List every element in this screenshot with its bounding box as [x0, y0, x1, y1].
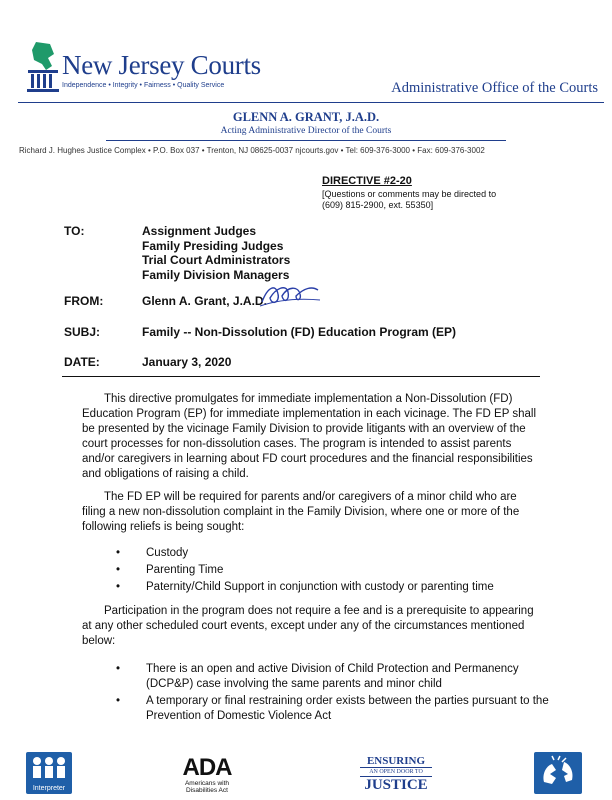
list-item: • Paternity/Child Support in conjunction with custody or parenting time — [116, 580, 556, 595]
ada-label: ADA — [182, 754, 232, 781]
exceptions-list — [116, 662, 556, 726]
paragraph-1: This directive promulgates for immediate implementation a Non-Dissolution (FD) Education Program (EP) for immediate implementation in each vicinage. The FD EP shall be presented by the vicinage Family Division to provide litigants with an overview of the court processes for non-dissolution cases. The program is intended to assist parents and/or caregivers in learning about FD court procedures and the financial responsibilities and obligations of raising a child. — [82, 393, 537, 480]
from-value: Glenn A. Grant, J.A.D. — [142, 294, 267, 308]
from-label: FROM: — [64, 294, 104, 308]
memo-rule — [62, 376, 540, 377]
ada-sub: Americans with Disabilities Act — [184, 780, 230, 794]
date-label: DATE: — [64, 355, 100, 369]
office-name: Administrative Office of the Courts — [391, 80, 598, 96]
to-label: TO: — [64, 224, 85, 238]
tagline: Independence • Integrity • Fairness • Quality Service — [62, 82, 225, 89]
paragraph-3: Participation in the program does not require a fee and is a prerequisite to appearing at any other scheduled court events, except under any of the circumstances mentioned below: — [82, 605, 534, 647]
subj-value: Family -- Non-Dissolution (FD) Education Program (EP) — [142, 325, 457, 339]
interpreter-icon — [26, 752, 72, 784]
recipient: Family Presiding Judges — [142, 238, 284, 253]
reliefs-list — [116, 546, 556, 597]
to-list — [142, 224, 290, 282]
recipient: Family Division Managers — [142, 267, 290, 282]
list-item: • There is an open and active Division of Child Protection and Permanency (DCP&P) case involving the same parents and minor child — [116, 662, 556, 692]
directive-note: [Questions or comments may be directed to (609) 815-2900, ext. 55350] — [322, 189, 497, 210]
sign-language-icon — [534, 752, 582, 794]
header-rule — [18, 102, 604, 103]
ensuring-bottom: JUSTICE — [364, 777, 428, 793]
org-name: New Jersey Courts — [62, 50, 261, 80]
date-value: January 3, 2020 — [142, 355, 232, 369]
nj-courts-logo-icon — [24, 40, 64, 96]
address-line: Richard J. Hughes Justice Complex • P.O. Box 037 • Trenton, NJ 08625-0037 njcourts.gov • Tel: 609-376-3000 • Fax: 609-376-3002 — [19, 146, 485, 155]
paragraph-2: The FD EP will be required for parents and/or caregivers of a minor child who are filing a new non-dissolution complaint in the Family Division, where one or more of the following reliefs is being sought: — [82, 491, 520, 533]
interpreter-label: Interpreter — [32, 785, 66, 792]
ada-logo — [176, 756, 238, 794]
director-title: Acting Administrative Director of the Courts — [220, 126, 392, 136]
interpreter-badge — [26, 752, 72, 794]
signature-icon — [258, 280, 322, 310]
sign-language-badge — [534, 752, 582, 794]
ensuring-mid: AN OPEN DOOR TO — [360, 767, 432, 777]
list-item: • A temporary or final restraining order exists between the parties pursuant to the Prevention of Domestic Violence Act — [116, 694, 556, 724]
subj-label: SUBJ: — [64, 325, 101, 339]
ensuring-top: ENSURING — [366, 755, 426, 767]
ensuring-justice-logo — [360, 756, 432, 793]
director-name: GLENN A. GRANT, J.A.D. — [232, 110, 380, 124]
list-item: • Parenting Time — [116, 563, 556, 578]
recipient: Trial Court Administrators — [142, 253, 291, 267]
title-rule — [106, 140, 506, 141]
recipient: Assignment Judges — [142, 224, 257, 238]
directive-number: DIRECTIVE #2-20 — [322, 175, 412, 187]
list-item: • Custody — [116, 546, 556, 561]
